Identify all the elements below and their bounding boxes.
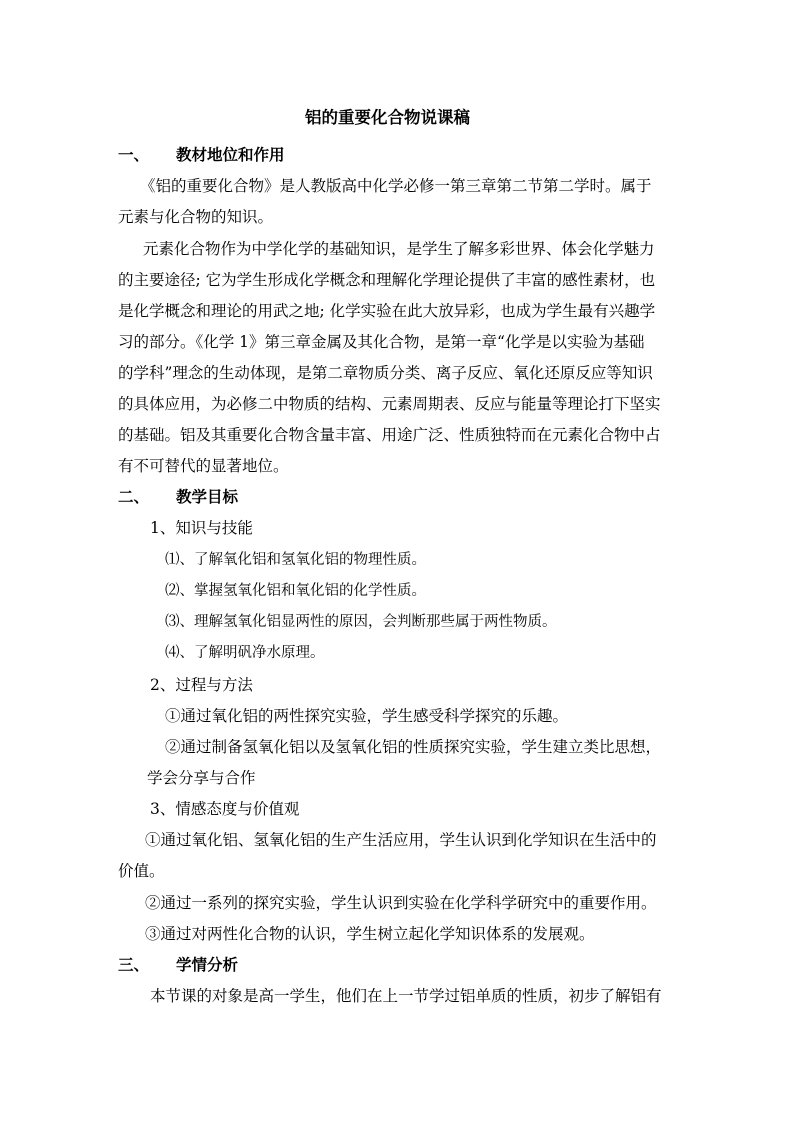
section-title: 学情分析	[176, 955, 239, 974]
subsection-label: 2、过程与方法	[150, 676, 253, 694]
list-item: ⑴、了解氧化铝和氢氧化铝的物理性质。	[165, 552, 426, 568]
paragraph-line: 本节课的对象是高一学生，他们在上一节学过铝单质的性质，初步了解铝有	[150, 987, 662, 1005]
paragraph-line: 有不可替代的显著地位。	[118, 457, 289, 475]
list-item: 价值。	[118, 862, 165, 880]
list-item: ③通过对两性化合物的认识，学生树立起化学知识体系的发展观。	[145, 925, 595, 943]
page-title: 铝的重要化合物说课稿	[305, 108, 470, 127]
paragraph-line: 的基础。铝及其重要化合物含量丰富、用途广泛、性质独特而在元素化合物中占	[118, 426, 661, 444]
section-title: 教材地位和作用	[176, 145, 285, 164]
subsection-label: 3、情感态度与价值观	[150, 800, 300, 818]
subsection-label: 1、知识与技能	[150, 519, 253, 537]
paragraph-line: 元素与化合物的知识。	[118, 208, 274, 226]
list-item: 学会分享与合作	[147, 769, 256, 787]
list-item: ②通过制备氢氧化铝以及氢氧化铝的性质探究实验，学生建立类比思想，	[165, 738, 662, 756]
list-item: ②通过一系列的探究实验，学生认识到实验在化学科学研究中的重要作用。	[145, 894, 657, 912]
paragraph-line: 《铝的重要化合物》是人教版高中化学必修一第三章第二节第二学时。属于	[140, 177, 652, 195]
list-item: ⑶、理解氢氧化铝显两性的原因，会判断那些属于两性物质。	[165, 614, 557, 630]
section-title: 教学目标	[176, 487, 239, 506]
list-item: ⑷、了解明矾净水原理。	[165, 645, 325, 661]
paragraph-line: 的学科”理念的生动体现，是第二章物质分类、离子反应、氧化还原反应等知识	[118, 364, 653, 382]
section-number: 三、	[118, 955, 150, 974]
list-item: ⑵、掌握氢氧化铝和氧化铝的化学性质。	[165, 583, 426, 599]
paragraph-line: 习的部分。《化学 1》第三章金属及其化合物，是第一章“化学是以实验为基础	[118, 333, 645, 351]
section-number: 一、	[118, 145, 150, 164]
list-item: ①通过氧化铝的两性探究实验，学生感受科学探究的乐趣。	[165, 707, 569, 725]
list-item: ①通过氧化铝、氢氧化铝的生产生活应用，学生认识到化学知识在生活中的	[145, 831, 657, 849]
paragraph-line: 是化学概念和理论的用武之地; 化学实验在此大放异彩，也成为学生最有兴趣学	[118, 302, 656, 320]
paragraph-line: 元素化合物作为中学化学的基础知识，是学生了解多彩世界、体会化学魅力	[143, 240, 655, 258]
section-number: 二、	[118, 487, 150, 506]
paragraph-line: 的具体应用，为必修二中物质的结构、元素周期表、反应与能量等理论打下坚实	[118, 395, 661, 413]
paragraph-line: 的主要途径; 它为学生形成化学概念和理解化学理论提供了丰富的感性素材，也	[118, 271, 656, 289]
